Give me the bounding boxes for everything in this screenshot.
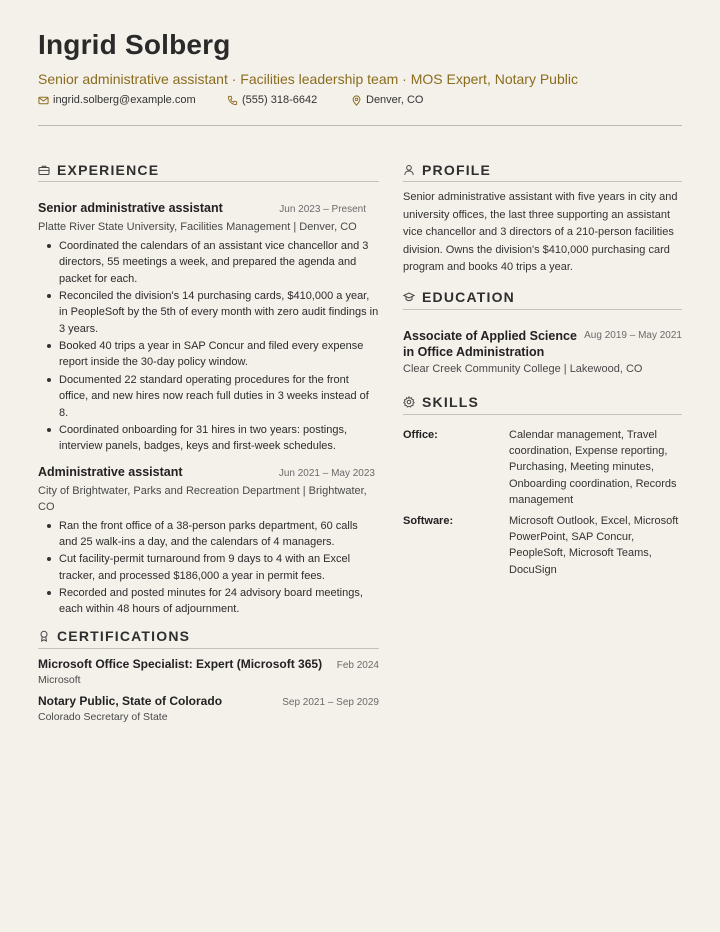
right-column	[403, 162, 682, 578]
skill-category: Office:	[403, 428, 438, 441]
candidate-name: Ingrid Solberg	[38, 29, 231, 60]
location-pin-icon	[351, 95, 362, 106]
contact-bar	[38, 93, 682, 107]
education-heading: EDUCATION	[403, 290, 682, 310]
resume-page	[38, 28, 682, 723]
job-bullets	[38, 518, 379, 618]
left-column	[38, 162, 379, 723]
mail-icon	[38, 95, 49, 106]
education-dates: Aug 2019 – May 2021	[584, 329, 682, 341]
person-icon	[403, 164, 415, 176]
header-divider	[38, 125, 682, 126]
phone-text: (555) 318-6642	[242, 94, 318, 106]
profile-summary: Senior administrative assistant with five years in city and university offices, the last three supporting an assistant vice chancellor and 3 directors of a 210-person facilities division. Owns the division's $410,000 purchasing card program and books 40 trips a year.	[403, 191, 678, 273]
graduation-cap-icon	[403, 291, 415, 303]
award-ribbon-icon	[38, 630, 50, 642]
job-org: City of Brightwater, Parks and Recreation Department | Brightwater, CO	[38, 484, 367, 513]
cert-issuer: Colorado Secretary of State	[38, 710, 168, 723]
cert-title: Notary Public, State of Colorado	[38, 693, 223, 708]
contact-location	[351, 93, 423, 107]
job-org: Platte River State University, Facilities Management | Denver, CO	[38, 221, 357, 233]
education-section	[403, 290, 682, 375]
job-dates: Jun 2023 – Present	[279, 204, 366, 215]
cert-issuer: Microsoft	[38, 673, 81, 686]
certification-entry	[38, 694, 379, 723]
degree: Associate of Applied Science in Office Administration	[403, 328, 577, 359]
bullet-item: Documented 22 standard operating procedures for the front office, and new hires now reach full duties in 3 weeks instead of 8.	[38, 372, 379, 421]
bullet-item: Booked 40 trips a year in SAP Concur and filed every expense report inside the 30-day policy window.	[38, 338, 379, 371]
gear-icon	[403, 396, 415, 408]
certifications-heading: CERTIFICATIONS	[38, 629, 379, 649]
job-entry	[38, 201, 379, 455]
skill-group	[403, 427, 682, 509]
skill-list: Calendar management, Travel coordination, Expense reporting, Purchasing, Meeting minutes, Onboarding coordination, Records management	[509, 428, 677, 507]
phone-icon	[227, 95, 238, 106]
certifications-section	[38, 629, 379, 723]
email-text: ingrid.solberg@example.com	[53, 94, 196, 106]
bullet-item: Reconciled the division's 14 purchasing cards, $410,000 a year, in PeopleSoft by the 5th of every month with zero audit findings in 3 years.	[38, 288, 379, 337]
bullet-item: Ran the front office of a 38-person parks department, 60 calls and 25 walk-ins a day, and the calendars of 4 managers.	[38, 518, 379, 551]
bullet-item: Recorded and posted minutes for 24 advisory board meetings, each within 48 hours of adjournment.	[38, 585, 379, 618]
skill-group	[403, 513, 682, 579]
skills-section	[403, 395, 682, 579]
contact-email[interactable]	[38, 93, 227, 107]
profile-heading: PROFILE	[403, 162, 682, 182]
job-title: Administrative assistant	[38, 464, 183, 479]
skill-list: Microsoft Outlook, Excel, Microsoft PowerPoint, SAP Concur, PeopleSoft, Microsoft Teams, DocuSign	[509, 514, 679, 576]
bullet-item: Coordinated onboarding for 31 hires in two years: postings, interview panels, badges, keys and first-week schedules.	[38, 422, 379, 455]
school: Clear Creek Community College | Lakewood, CO	[403, 362, 643, 375]
skills-heading: SKILLS	[403, 395, 682, 415]
job-title: Senior administrative assistant	[38, 201, 223, 215]
cert-dates: Sep 2021 – Sep 2029	[282, 696, 379, 708]
location-text: Denver, CO	[366, 94, 424, 106]
job-entry	[38, 465, 379, 618]
education-entry	[403, 328, 682, 360]
certification-entry	[38, 657, 379, 686]
cert-dates: Feb 2024	[336, 659, 379, 671]
cert-title: Microsoft Office Specialist: Expert (Microsoft 365)	[38, 656, 323, 671]
bullet-item: Coordinated the calendars of an assistant vice chancellor and 3 directors, 55 meetings a week, and prepared the agenda and packet for each.	[38, 238, 379, 287]
tagline: Senior administrative assistant · Facilities leadership team · MOS Expert, Notary Public	[38, 71, 578, 87]
skill-category: Software:	[403, 514, 454, 527]
job-bullets	[38, 238, 379, 455]
bullet-item: Cut facility-permit turnaround from 9 days to 4 with an Excel tracker, and processed $186,000 a year in permit fees.	[38, 551, 379, 584]
job-dates: Jun 2021 – May 2023	[278, 467, 375, 479]
briefcase-icon	[38, 164, 50, 176]
experience-heading: EXPERIENCE	[38, 162, 379, 182]
contact-phone[interactable]	[227, 93, 351, 107]
